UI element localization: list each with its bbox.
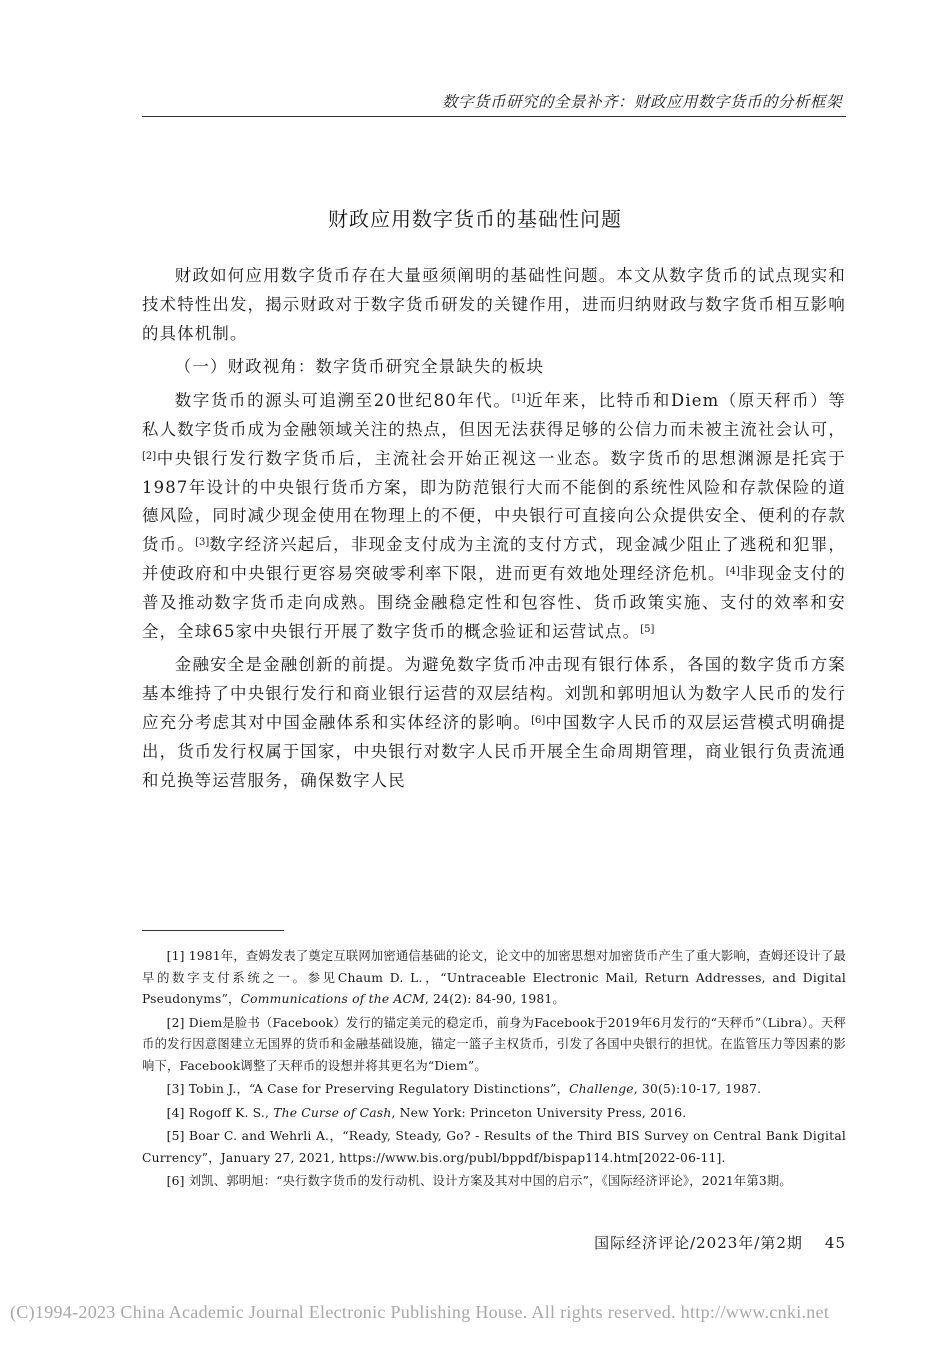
- journal-title: Communications of the ACM: [240, 992, 425, 1006]
- body-text: [142, 262, 846, 800]
- text-span: 近年来，比特币和Diem（原天秤币）等私人数字货币成为金融领域关注的热点，但因无法获得足够的公信力而未被主流社会认可，: [142, 391, 846, 439]
- footnote-6: [6] 刘凯、郭明旭：“央行数字货币的发行动机、设计方案及其对中国的启示”，《国际经济评论》，2021年第3期。: [166, 1174, 792, 1188]
- footnote-2: [2] Diem是脸书（Facebook）发行的锚定美元的稳定币，前身为Facebook于2019年6月发行的“天秤币”（Libra）。天秤币的发行因意图建立无国界的货币和金融基础设施，锚定一篮子主权货币，引发了各国中央银行的担忧。在监管压力等因素的影响下，Facebook调整了天秤币的设想并将其更名为“Diem”。: [142, 1015, 846, 1073]
- footnote-ref-5[interactable]: [5]: [640, 623, 655, 635]
- paragraph-2: [142, 387, 846, 646]
- paragraph-1: 财政如何应用数字货币存在大量亟须阐明的基础性问题。本文从数字货币的试点现实和技术特性出发，揭示财政对于数字货币研发的关键作用，进而归纳财政与数字货币相互影响的具体机制。: [142, 266, 846, 343]
- header-divider: [142, 116, 846, 117]
- subsection-heading: （一）财政视角：数字货币研究全景缺失的板块: [174, 357, 545, 377]
- journal-title: Challenge: [569, 1082, 634, 1096]
- footnote-text: , 30(5):10-17, 1987.: [633, 1082, 762, 1096]
- footnote-text: [1] 1981年，查姆发表了奠定互联网加密通信基础的论文，论文中的加密思想对加密货币产生了重大影响，查姆还设计了最早的数字支付系统之一。参见Chaum D. L.，“Untraceable Electronic Mail, Return Addresses, and Digital Pseudonyms”，: [142, 949, 846, 1006]
- text-span: 中央银行发行数字货币后，主流社会开始正视这一业态。数字货币的思想渊源是托宾于1987年设计的中央银行货币方案，即为防范银行大而不能倒的系统性风险和存款保险的道德风险，同时减少现金使用在物理上的不便，中央银行可直接向公众提供安全、便利的存款货币。: [142, 448, 846, 555]
- footnote-text: , 24(2): 84-90, 1981。: [424, 992, 565, 1006]
- footnote-text: [3] Tobin J.，“A Case for Preserving Regulatory Distinctions”，: [166, 1082, 570, 1096]
- footnote-5: [5] Boar C. and Wehrli A.，“Ready, Steady, Go? - Results of the Third BIS Survey on Central Bank Digital Currency”，January 27, 2021, https://www.bis.org/publ/bppdf/bispap114.htm[2022-06-11].: [142, 1129, 846, 1165]
- footnote-ref-4[interactable]: [4]: [725, 565, 740, 577]
- footnote-4: [142, 1103, 846, 1125]
- text-span: 数字经济兴起后，非现金支付成为主流的支付方式，现金减少阻止了逃税和犯罪，并使政府和中央银行更容易突破零利率下限，进而更有效地处理经济危机。: [142, 535, 847, 583]
- text-span: 中国数字人民币的双层运营模式明确提出，货币发行权属于国家，中央银行对数字人民币开展全生命周期管理，商业银行负责流通和兑换等运营服务，确保数字人民: [142, 712, 847, 790]
- footnote-ref-3[interactable]: [3]: [195, 537, 210, 549]
- text-span: 非现金支付的普及推动数字货币走向成熟。围绕金融稳定性和包容性、货币政策实施、支付的效率和安全，全球65家中央银行开展了数字货币的概念验证和运营试点。: [142, 563, 847, 641]
- text-span: 数字货币的源头可追溯至20世纪80年代。: [174, 391, 512, 411]
- journal-issue: 国际经济评论/2023年/第2期: [594, 1234, 803, 1252]
- footnotes: [142, 946, 846, 1195]
- footnote-divider: [142, 930, 284, 931]
- section-title: 财政应用数字货币的基础性问题: [328, 207, 622, 231]
- footnote-1: [142, 946, 846, 1011]
- footnote-text: , New York: Princeton University Press, 2016.: [391, 1105, 687, 1120]
- footnote-ref-2[interactable]: [2]: [142, 450, 157, 462]
- running-header: 数字货币研究的全景补齐：财政应用数字货币的分析框架: [441, 93, 842, 111]
- footnote-ref-1[interactable]: [1]: [511, 393, 526, 405]
- footnote-text: [4] Rogoff K. S.,: [166, 1105, 274, 1120]
- footnote-ref-6[interactable]: [6]: [531, 714, 546, 726]
- paragraph-3: [142, 651, 846, 795]
- page-number: 45: [824, 1234, 846, 1252]
- book-title: The Curse of Cash: [273, 1105, 392, 1120]
- page-footer: [594, 1232, 846, 1253]
- copyright-watermark: (C)1994-2023 China Academic Journal Electronic Publishing House. All rights reserved. http://www.cnki.net: [10, 1302, 830, 1322]
- text-span: 金融安全是金融创新的前提。为避免数字货币冲击现有银行体系，各国的数字货币方案基本维持了中央银行发行和商业银行运营的双层结构。刘凯和郭明旭认为数字人民币的发行应充分考虑其对中国金融体系和实体经济的影响。: [142, 655, 846, 732]
- footnote-3: [142, 1079, 846, 1101]
